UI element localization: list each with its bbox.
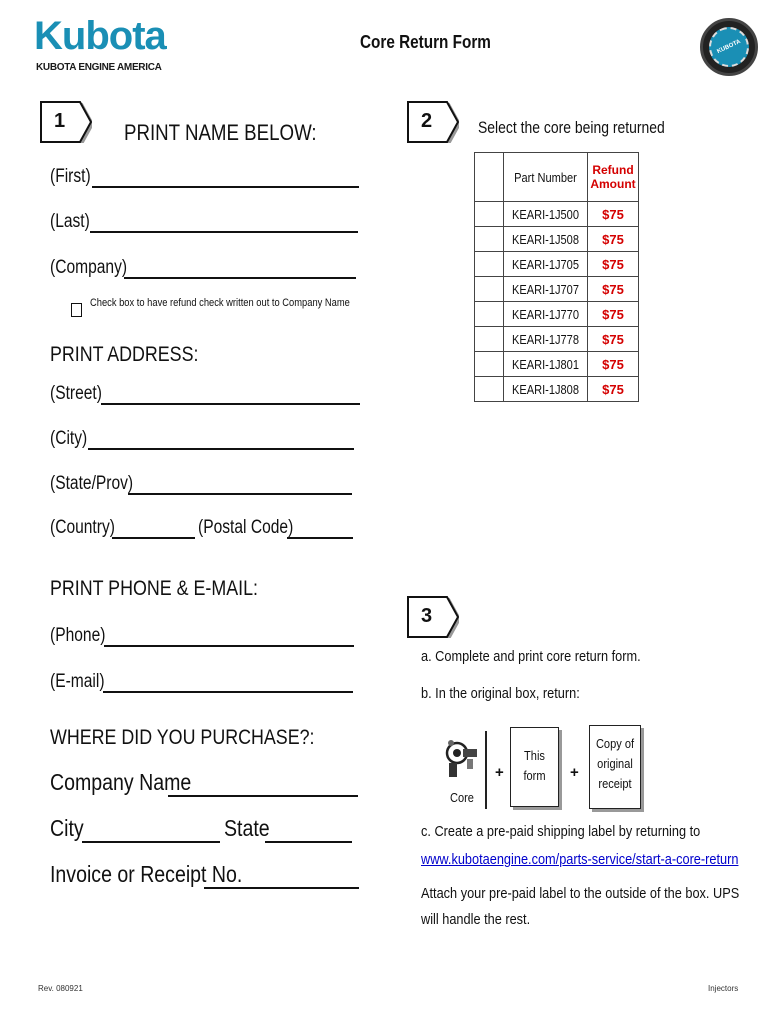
part-number: KEARI-1J808 bbox=[512, 381, 579, 397]
where-purchase-heading: WHERE DID YOU PURCHASE?: bbox=[50, 726, 315, 749]
print-address-heading: PRINT ADDRESS: bbox=[50, 343, 199, 366]
select-cell[interactable] bbox=[475, 302, 504, 327]
country-label: (Country) bbox=[50, 517, 115, 538]
refund-amount: $75 bbox=[588, 227, 639, 252]
core-injector-icon bbox=[441, 735, 481, 781]
table-row bbox=[475, 327, 639, 352]
select-column-header bbox=[475, 153, 504, 202]
page-title: Core Return Form bbox=[360, 32, 491, 52]
refund-amount: $75 bbox=[588, 377, 639, 402]
invoice-field[interactable] bbox=[204, 887, 359, 889]
table-row bbox=[475, 202, 639, 227]
table-row bbox=[475, 252, 639, 277]
checkbox-label: Check box to have refund check written out to Company Name bbox=[90, 297, 350, 309]
part-number-header: Part Number bbox=[504, 153, 588, 202]
purchase-state-label: State bbox=[224, 815, 270, 841]
last-name-label: (Last) bbox=[50, 211, 90, 232]
category-label: Injectors bbox=[708, 984, 739, 993]
email-label: (E-mail) bbox=[50, 671, 105, 692]
step-a-text: a. Complete and print core return form. bbox=[421, 648, 641, 665]
attach-label-text-2: will handle the rest. bbox=[421, 911, 531, 928]
state-prov-field[interactable] bbox=[128, 493, 352, 495]
attach-label-text: Attach your pre-paid label to the outside of the box. UPS bbox=[421, 885, 740, 902]
city-field[interactable] bbox=[88, 448, 354, 450]
kubota-logo: Kubota bbox=[34, 14, 166, 58]
postal-code-field[interactable] bbox=[287, 537, 353, 539]
table-header-row bbox=[475, 153, 639, 202]
select-cell[interactable] bbox=[475, 277, 504, 302]
this-form-box: This form bbox=[510, 727, 559, 807]
receipt-copy-box: Copy of original receipt bbox=[589, 725, 641, 809]
part-number: KEARI-1J778 bbox=[512, 331, 579, 347]
invoice-label: Invoice or Receipt No. bbox=[50, 861, 243, 887]
company-refund-checkbox[interactable] bbox=[71, 303, 82, 317]
first-name-field[interactable] bbox=[92, 186, 359, 188]
country-field[interactable] bbox=[112, 537, 195, 539]
step-2-marker: 2 bbox=[407, 101, 459, 143]
company-name-field[interactable] bbox=[168, 795, 358, 797]
purchase-city-label: City bbox=[50, 815, 84, 841]
table-row bbox=[475, 277, 639, 302]
part-number: KEARI-1J770 bbox=[512, 306, 579, 322]
parts-table bbox=[474, 152, 639, 402]
step-1-marker: 1 bbox=[40, 101, 92, 143]
step-b-text: b. In the original box, return: bbox=[421, 685, 580, 702]
logo-subtitle: KUBOTA ENGINE AMERICA bbox=[36, 62, 162, 73]
company-name-label: Company Name bbox=[50, 769, 192, 795]
phone-label: (Phone) bbox=[50, 625, 106, 646]
purchase-state-field[interactable] bbox=[265, 841, 352, 843]
part-number: KEARI-1J508 bbox=[512, 231, 579, 247]
refund-amount: $75 bbox=[588, 252, 639, 277]
refund-amount: $75 bbox=[588, 277, 639, 302]
table-row bbox=[475, 377, 639, 402]
select-core-instruction: Select the core being returned bbox=[478, 118, 665, 137]
email-field[interactable] bbox=[103, 691, 353, 693]
select-cell[interactable] bbox=[475, 377, 504, 402]
last-name-field[interactable] bbox=[90, 231, 358, 233]
postal-code-label: (Postal Code) bbox=[198, 517, 294, 538]
core-return-link[interactable]: www.kubotaengine.com/parts-service/start-a-core-return bbox=[421, 851, 739, 868]
phone-field[interactable] bbox=[104, 645, 354, 647]
company-label: (Company) bbox=[50, 257, 128, 278]
select-cell[interactable] bbox=[475, 227, 504, 252]
table-row bbox=[475, 302, 639, 327]
kubota-seal-icon: KUBOTA bbox=[700, 18, 758, 76]
company-field[interactable] bbox=[124, 277, 356, 279]
select-cell[interactable] bbox=[475, 352, 504, 377]
step-3-marker: 3 bbox=[407, 596, 459, 638]
street-field[interactable] bbox=[101, 403, 360, 405]
select-cell[interactable] bbox=[475, 252, 504, 277]
part-number: KEARI-1J801 bbox=[512, 356, 579, 372]
step-c-text: c. Create a pre-paid shipping label by returning to bbox=[421, 823, 701, 840]
refund-amount: $75 bbox=[588, 327, 639, 352]
state-prov-label: (State/Prov) bbox=[50, 473, 134, 494]
plus-sign: + bbox=[570, 764, 579, 781]
core-divider bbox=[485, 731, 487, 809]
part-number: KEARI-1J500 bbox=[512, 206, 579, 222]
street-label: (Street) bbox=[50, 383, 102, 404]
phone-email-heading: PRINT PHONE & E-MAIL: bbox=[50, 577, 258, 600]
select-cell[interactable] bbox=[475, 327, 504, 352]
purchase-city-field[interactable] bbox=[82, 841, 220, 843]
part-number: KEARI-1J705 bbox=[512, 256, 579, 272]
refund-amount: $75 bbox=[588, 352, 639, 377]
city-label: (City) bbox=[50, 428, 88, 449]
revision-label: Rev. 080921 bbox=[38, 984, 83, 993]
core-label: Core bbox=[450, 790, 474, 805]
refund-amount: $75 bbox=[588, 202, 639, 227]
part-number: KEARI-1J707 bbox=[512, 281, 579, 297]
table-row bbox=[475, 352, 639, 377]
table-row bbox=[475, 227, 639, 252]
print-name-heading: PRINT NAME BELOW: bbox=[124, 120, 317, 145]
refund-amount-header: Refund Amount bbox=[588, 153, 639, 202]
plus-sign: + bbox=[495, 764, 504, 781]
refund-amount: $75 bbox=[588, 302, 639, 327]
select-cell[interactable] bbox=[475, 202, 504, 227]
first-name-label: (First) bbox=[50, 166, 91, 187]
